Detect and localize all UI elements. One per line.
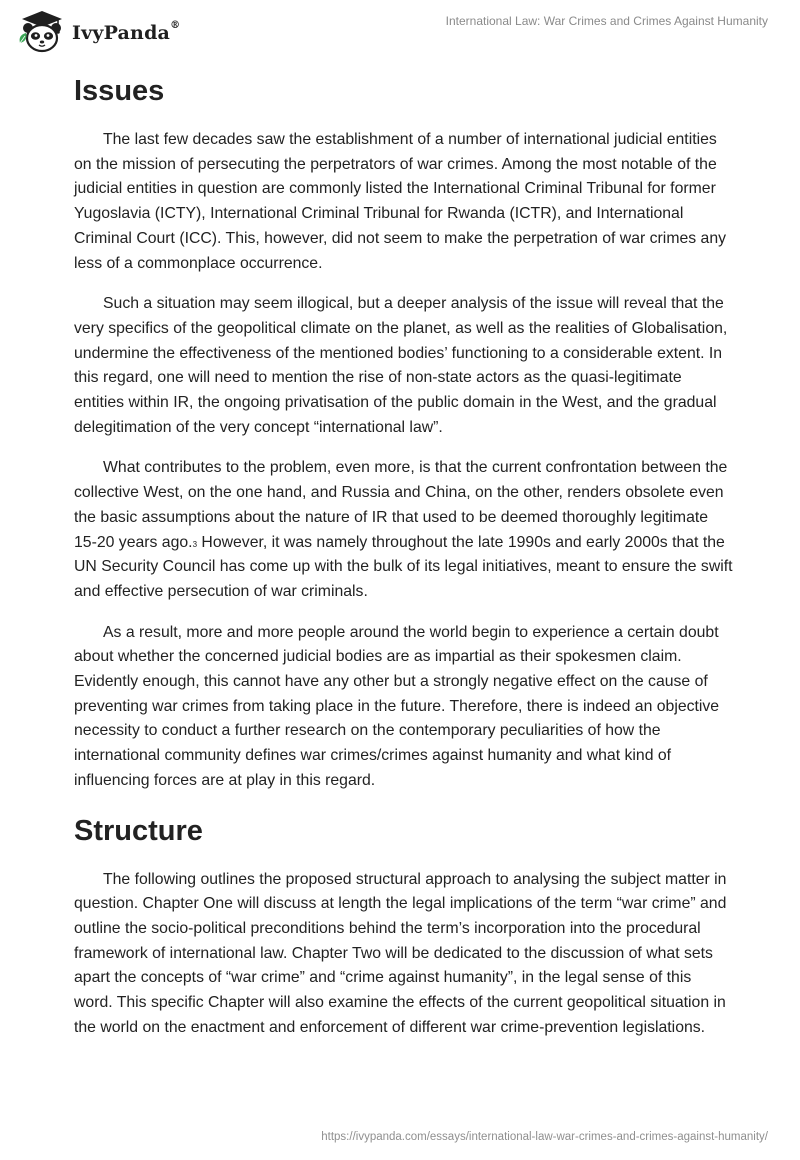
page-header — [0, 0, 800, 60]
panda-graduate-icon — [16, 9, 68, 53]
registered-mark: ® — [170, 20, 181, 31]
issues-paragraph-3-text-b: However, it was namely throughout the late 1990s and early 2000s that the UN Security Council has come up with the bulk of its legal initiatives, meant to ensure the swift and effective persecution of war criminals. — [74, 533, 733, 600]
structure-paragraph-1: The following outlines the proposed structural approach to analysing the subject matter in question. Chapter One will discuss at length the legal implications of the term “war crime” and outline the socio-political preconditions behind the term’s incorporation into the procedural framework of international law. Chapter Two will be dedicated to the discussion of what sets apart the concepts of “war crime” and “crime against humanity”, in the legal sense of this word. This specific Chapter will also examine the effects of the current geopolitical situation in the world on the enactment and enforcement of different war crime-prevention legislations. — [74, 870, 727, 1036]
issues-paragraph-1: The last few decades saw the establishment of a number of international judicial entities on the mission of persecuting the perpetrators of war crimes. Among the most notable of the judicial entities in question are commonly listed the International Criminal Tribunal for former Yugoslavia (ICTY), International Criminal Tribunal for Rwanda (ICTR), and International Criminal Court (ICC). This, however, did not seem to make the perpetration of war crimes any less of a commonplace occurrence. — [74, 131, 727, 272]
essay-content — [74, 70, 734, 1057]
brand-name: IvyPanda® — [72, 20, 181, 44]
document-title: International Law: War Crimes and Crimes Against Humanity — [445, 14, 768, 28]
source-url[interactable]: https://ivypanda.com/essays/international-law-war-crimes-and-crimes-against-humanity/ — [321, 1131, 768, 1143]
section-heading-structure: Structure — [74, 814, 203, 847]
footnote-ref-3[interactable]: 3 — [192, 539, 198, 549]
issues-paragraph-3 — [74, 456, 734, 604]
section-heading-issues: Issues — [74, 75, 165, 107]
issues-paragraph-4: As a result, more and more people around the world begin to experience a certain doubt about whether the concerned judicial bodies are as impartial as their spokesmen claim. Evidently enough, this cannot have any other but a strongly negative effect on the cause of preventing war crimes from taking place in the future. Therefore, there is indeed an objective necessity to conduct a further research on the contemporary peculiarities of how the international community defines war crimes/crimes against humanity and what kind of influencing forces are at play in this regard. — [74, 623, 720, 789]
issues-paragraph-3-text-a: What contributes to the problem, even more, is that the current confrontation between the collective West, on the one hand, and Russia and China, on the other, renders obsolete even the basic assumptions about the nature of IR that used to be deemed thoroughly legitimate 15-20 years ago. — [74, 459, 728, 551]
issues-paragraph-2: Such a situation may seem illogical, but a deeper analysis of the issue will reveal that the very specifics of the geopolitical climate on the planet, as well as the realities of Globalisation, undermine the effectiveness of the mentioned bodies’ functioning to a considerable extent. In this regard, one will need to mention the rise of non-state actors as the quasi-legitimate entities within IR, the ongoing privatisation of the public domain in the West, and the gradual delegitimation of the very concept “international law”. — [74, 295, 728, 436]
ivypanda-logo[interactable] — [16, 9, 180, 53]
